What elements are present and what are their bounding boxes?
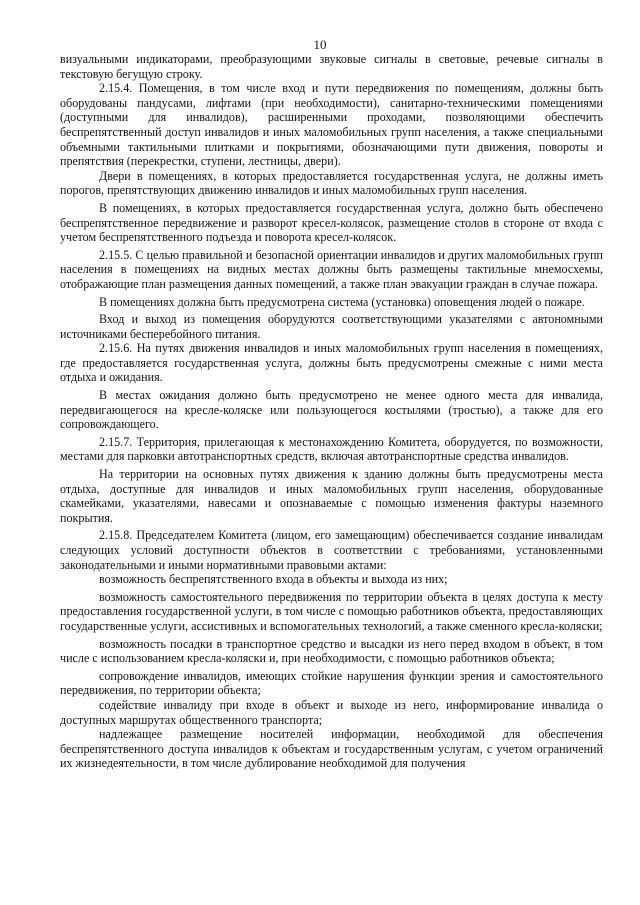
paragraph-1: визуальными индикаторами, преобразующими звуковые сигналы в световые, речевые сигналы в текстовую бегущую строку. [60, 52, 603, 81]
paragraph-2-15-8: 2.15.8. Председателем Комитета (лицом, его замещающим) обеспечивается создание инвалидам следующих условий доступности объектов в соответствии с требованиями, установленными законодательными и иными нормативными правовыми актами: [60, 528, 603, 572]
list-item-assistance: содействие инвалиду при входе в объект и выходе из него, информирование инвалида о доступных маршрутах общественного транспорта; [60, 697, 603, 727]
list-item-entrance: возможность беспрепятственного входа в объекты и выхода из них; [99, 572, 448, 587]
paragraph-2-15-7: 2.15.7. Территория, прилегающая к местонахождению Комитета, оборудуется, по возможности, местами для парковки автотранспортных средств, включая автотранспортные средства инвалидов. [60, 434, 603, 464]
page-number: 10 [313, 37, 327, 52]
list-item-escort: сопровождение инвалидов, имеющих стойкие нарушения функции зрения и самостоятельного передвижения, по территории объекта; [60, 668, 603, 698]
paragraph-doors: Двери в помещениях, в которых предоставляется государственная услуга, не должны иметь порогов, препятствующих движению инвалидов и иных маломобильных групп населения. [60, 168, 603, 198]
paragraph-2-15-6: 2.15.6. На путях движения инвалидов и иных маломобильных групп населения в помещениях, где предоставляется государственная услуга, должны быть предусмотрены смежные с ними места отдыха и ожидания. [60, 341, 603, 385]
document-body [60, 52, 603, 771]
paragraph-fire-alarm: В помещениях должна быть предусмотрена система (установка) оповещения людей о пожаре. [99, 294, 585, 309]
paragraph-2-15-4: 2.15.4. Помещения, в том числе вход и пути передвижения по помещениям, должны быть оборудованы пандусами, лифтами (при необходимости), санитарно-техническими помещениями (доступными для инвалидов), расширенными проходами, позволяющими обеспечить беспрепятственный доступ инвалидов и иных маломобильных групп населения, а также специальными объемными тактильными плитками и покрытиями, обозначающими пути движения, повороты и препятствия (перекрестки, ступени, лестницы, двери). [60, 81, 603, 169]
paragraph-entrance-signs: Вход и выход из помещения оборудуются соответствующими указателями с автономными источниками бесперебойного питания. [60, 312, 603, 341]
paragraph-wheelchair-movement: В помещениях, в которых предоставляется государственная услуга, должно быть обеспечено беспрепятственное передвижение и разворот кресел-колясок, размещение столов в стороне от входа с учетом беспрепятственного подъезда и поворота кресел-колясок. [60, 200, 603, 245]
list-item-information: надлежащее размещение носителей информации, необходимой для обеспечения беспрепятственного доступа инвалидов к объектам и государственным услугам, с учетом ограничений их жизнедеятельности, в том числе дублирование необходимой для получения [60, 727, 603, 771]
list-item-transport: возможность посадки в транспортное средство и высадки из него перед входом в объект, в том числе с использованием кресла-коляски и, при необходимости, с помощью работников объекта; [60, 636, 603, 666]
paragraph-2-15-5: 2.15.5. С целью правильной и безопасной ориентации инвалидов и других маломобильных групп населения в помещениях на видных местах должны быть размещены тактильные мнемосхемы, отображающие план размещения данных помещений, а также план эвакуации граждан в случае пожара. [60, 247, 603, 291]
list-item-movement: возможность самостоятельного передвижения по территории объекта в целях доступа к месту предоставления государственной услуги, в том числе с помощью работников объекта, предоставляющих государственные услуги, ассистивных и вспомогательных технологий, а также сменного кресла-коляски; [60, 589, 603, 633]
paragraph-waiting-areas: В местах ожидания должно быть предусмотрено не менее одного места для инвалида, передвигающегося на кресле-коляске или пользующегося костылями (тростью), а также для его сопровождающего. [60, 388, 603, 432]
paragraph-territory: На территории на основных путях движения к зданию должны быть предусмотрены места отдыха, доступные для инвалидов и иных маломобильных групп населения, оборудованные скамейками, указателями, навесами и опознаваемые с помощью изменения фактуры наземного покрытия. [60, 467, 603, 525]
